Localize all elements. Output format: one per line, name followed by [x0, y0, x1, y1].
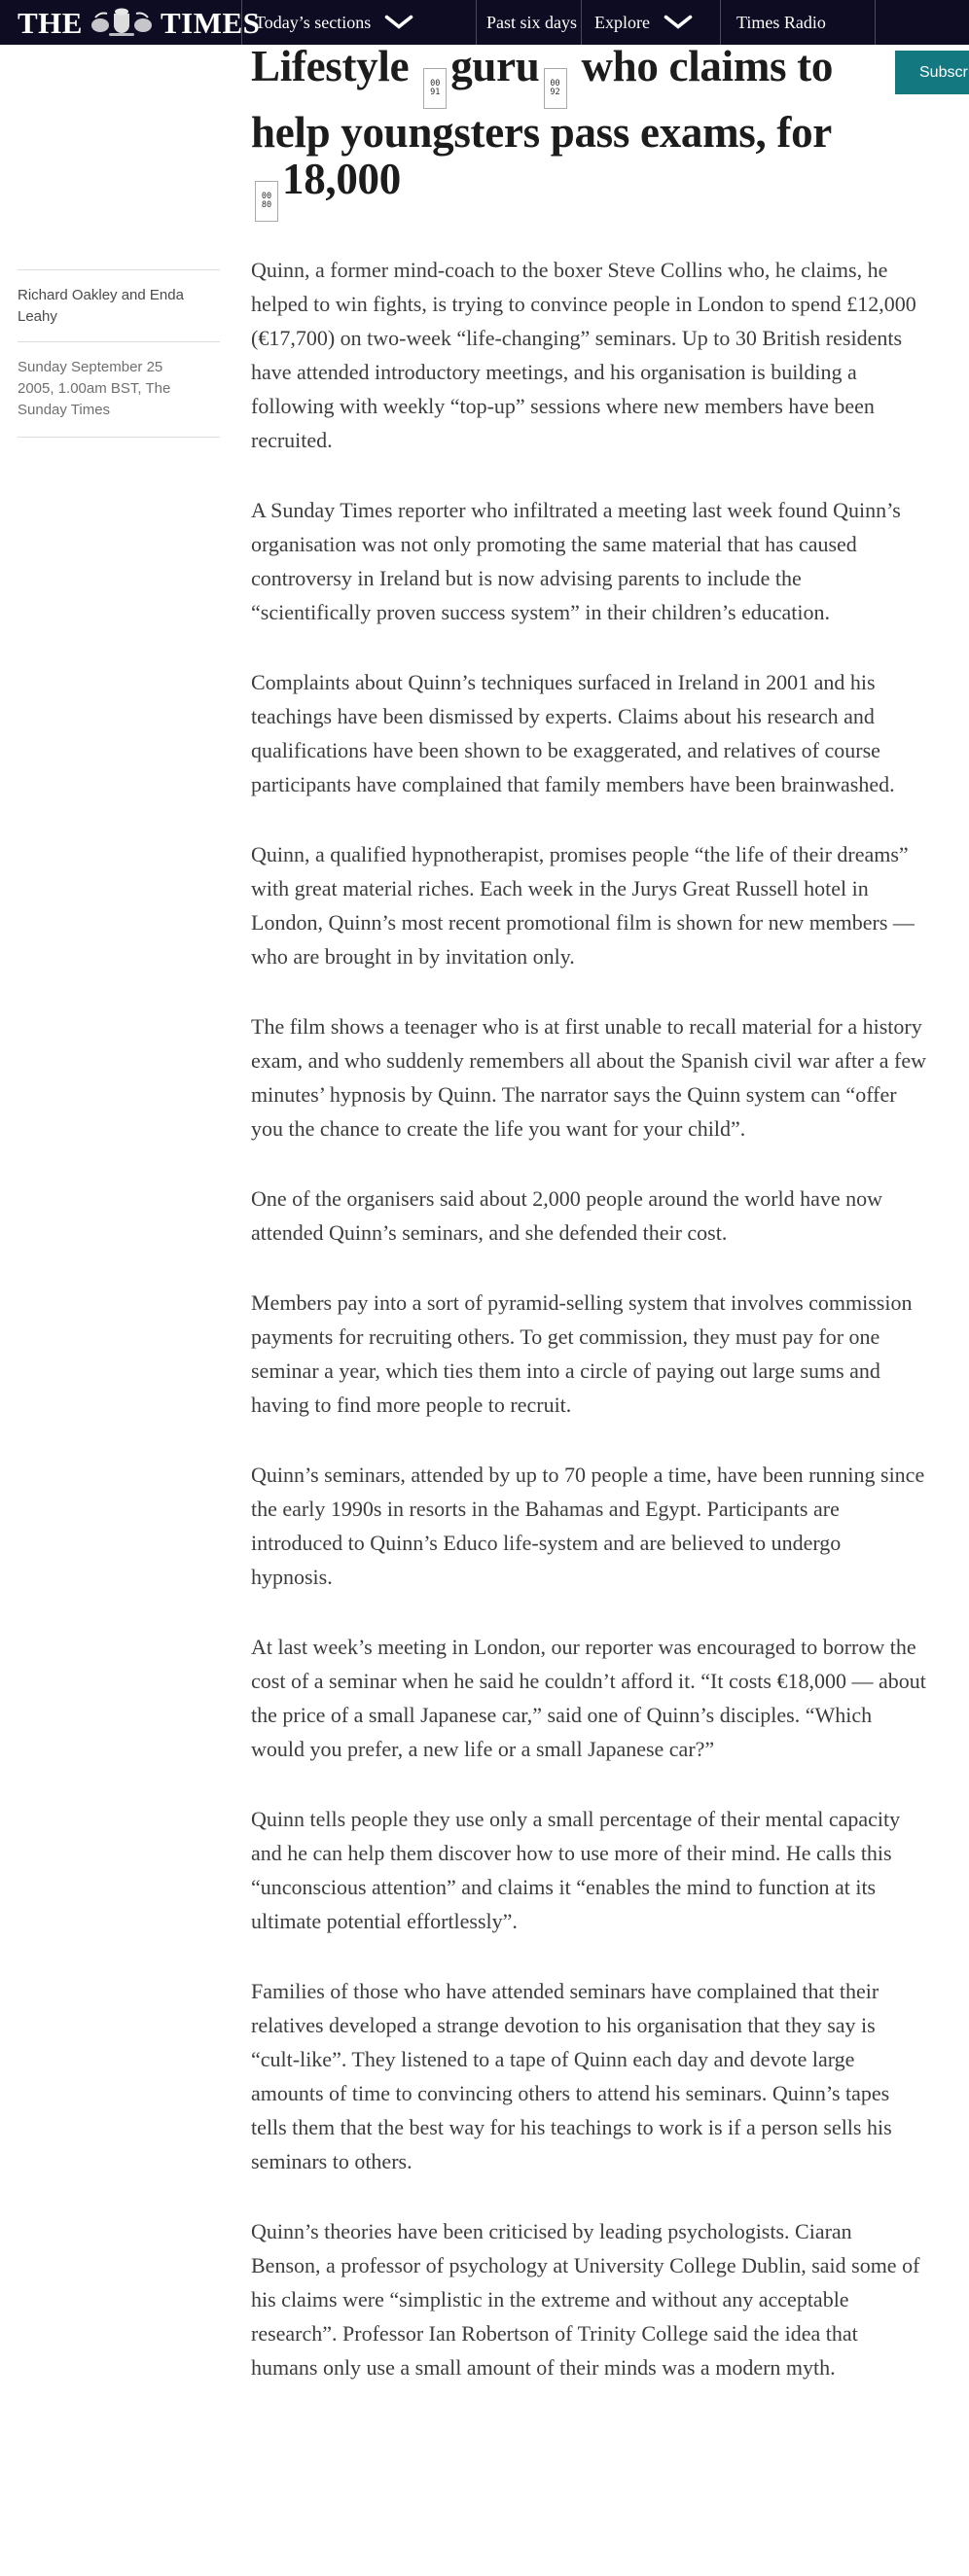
chevron-down-icon: [664, 15, 693, 30]
nav-item-label: Explore: [594, 12, 650, 32]
article-paragraph: Quinn’s seminars, attended by up to 70 people a time, have been running since the early 1990s in resorts in the Bahamas and Egypt. Participants are introduced to Quinn’s Educo life-system and are believed to undergo hypnosis.: [251, 1463, 925, 1589]
nav-item-todays-sections[interactable]: [241, 0, 476, 45]
nav-divider: [875, 0, 876, 45]
article-byline: Richard Oakley and Enda Leahy: [18, 287, 184, 325]
times-masthead-logo[interactable]: [0, 0, 261, 45]
headline-text: who claims to: [570, 42, 834, 90]
times-crest-icon: [88, 6, 156, 39]
headline-line: [251, 43, 932, 109]
top-navigation-bar: [0, 0, 969, 45]
article-body: [251, 253, 926, 2420]
article-headline: [251, 43, 932, 222]
article-dateline: Sunday September 25 2005, 1.00am BST, The Sunday Times: [18, 359, 171, 418]
nav-item-explore[interactable]: [581, 0, 720, 45]
headline-text: Lifestyle: [251, 42, 420, 90]
nav-item-label: Past six days: [486, 12, 578, 32]
divider: [18, 437, 220, 438]
headline-text: 18,000: [282, 155, 401, 203]
article-paragraph: One of the organisers said about 2,000 people around the world have now attended Quinn’s seminars, and she defended their cost.: [251, 1186, 883, 1245]
chevron-down-icon: [384, 15, 413, 30]
missing-glyph-box: 00 92: [544, 68, 567, 109]
missing-glyph-box: 00 91: [423, 68, 447, 109]
article-paragraph: Quinn, a qualified hypnotherapist, promises people “the life of their dreams” with great material riches. Each week in the Jurys Great Russell hotel in London, Quinn’s most recent promotional film is shown for new members — who are brought in by invitation only.: [251, 842, 915, 969]
headline-line: [251, 109, 932, 156]
nav-item-label: Today’s sections: [255, 12, 372, 32]
nav-item-times-radio[interactable]: [720, 0, 875, 45]
headline-text: guru: [450, 42, 540, 90]
article-meta-rail: [18, 269, 220, 438]
article-paragraph: A Sunday Times reporter who infiltrated a meeting last week found Quinn’s organisation was not only promoting the same material that has caused controversy in Ireland but is now advising parents to include the “scientifically proven success system” in their children’s education.: [251, 498, 901, 624]
article-paragraph: The film shows a teenager who is at first unable to recall material for a history exam, and who suddenly remembers all about the Spanish civil war after a few minutes’ hypnosis by Quinn. The narrator says the Quinn system can “offer you the chance to create the life you want for your child”.: [251, 1014, 926, 1141]
article-paragraph: Complaints about Quinn’s techniques surfaced in Ireland in 2001 and his teachings have been dismissed by experts. Claims about his research and qualifications have been shown to be exaggerated, and relatives of course participants have complained that family members have been brainwashed.: [251, 670, 895, 796]
headline-text: help youngsters pass exams, for: [251, 108, 832, 157]
article-paragraph: Quinn, a former mind-coach to the boxer Steve Collins who, he claims, he helped to win fights, is trying to convince people in London to spend £12,000 (€17,700) on two-week “life-changing” seminars. Up to 30 British residents have attended introductory meetings, and his organisation is building a following with weekly “top-up” sessions where new members have been recruited.: [251, 258, 916, 452]
article-paragraph: Quinn’s theories have been criticised by leading psychologists. Ciaran Benson, a professor of psychology at University College Dublin, said some of his claims were “simplistic in the extreme and without any acceptable research”. Professor Ian Robertson of Trinity College said the idea that humans only use a small amount of their minds was a modern myth.: [251, 2219, 920, 2380]
article-paragraph: Families of those who have attended seminars have complained that their relatives developed a strange devotion to his organisation that they say is “cult-like”. They listened to a tape of Quinn each day and devote large amounts of time to convincing others to attend his seminars. Quinn’s tapes tells them that the best way for his teachings to work is if a person sells his seminars to others.: [251, 1979, 892, 2173]
article-paragraph: Members pay into a sort of pyramid-selling system that involves commission payments for recruiting others. To get commission, they must pay for one seminar a year, which ties them into a circle of paying out large sums and having to find more people to recruit.: [251, 1290, 913, 1417]
logo-word-times: TIMES: [160, 5, 261, 40]
article-paragraph: At last week’s meeting in London, our reporter was encouraged to borrow the cost of a seminar when he said he couldn’t afford it. “It costs €18,000 — about the price of a small Japanese car,” said one of Quinn’s disciples. “Which would you prefer, a new life or a small Japanese car?”: [251, 1635, 926, 1761]
subscribe-label: Subscr: [919, 63, 968, 81]
nav-item-past-six-days[interactable]: [476, 0, 581, 45]
nav-item-label: Times Radio: [736, 12, 826, 32]
missing-glyph-box: 00 80: [255, 181, 278, 222]
logo-word-the: THE: [18, 5, 83, 40]
headline-line: [251, 156, 932, 222]
article-paragraph: Quinn tells people they use only a small percentage of their mental capacity and he can help them discover how to use more of their mind. He calls this “unconscious attention” and claims it “enables the mind to function at its ultimate potential effortlessly”.: [251, 1807, 901, 1933]
